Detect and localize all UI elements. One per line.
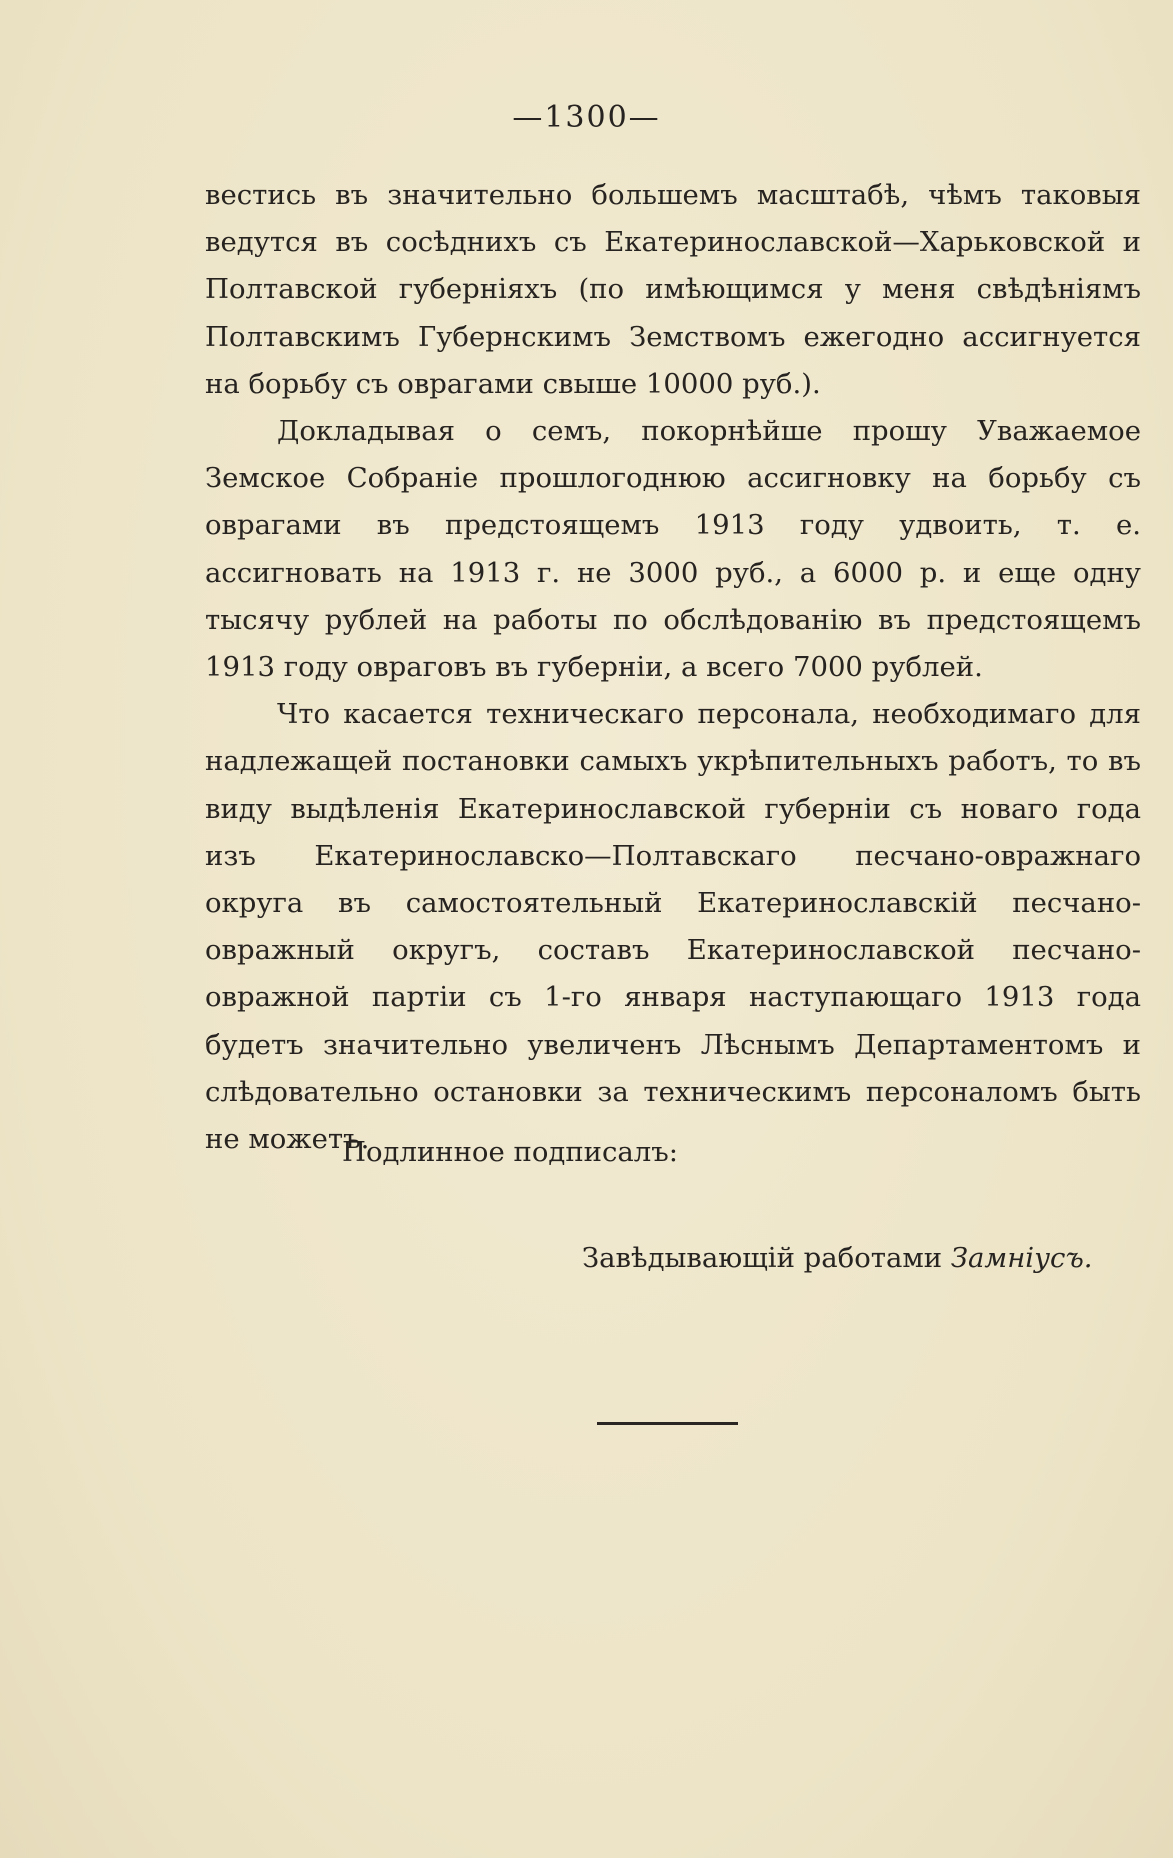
- closing-rule: [597, 1422, 738, 1425]
- signature-line: [582, 1242, 1093, 1274]
- signature-name: Замніусъ.: [950, 1242, 1093, 1274]
- signed-by-label: Подлинное подписалъ:: [342, 1136, 679, 1168]
- paragraph-continuation: вестись въ значительно большемъ масштабѣ, чѣмъ таковыя ведутся въ сосѣднихъ съ Екатеринославской—Харьковской и Полтавской губерніяхъ (по имѣющимся у меня свѣдѣніямъ Полтавскимъ Губернскимъ Земствомъ ежегодно ассигнуется на борьбу съ оврагами свыше 10000 руб.).: [205, 179, 1141, 400]
- paragraph-technical-staff: Что касается техническаго персонала, необходимаго для надлежащей постановки самыхъ укрѣпительныхъ работъ, то въ виду выдѣленія Екатеринославской губерніи съ новаго года изъ Екатеринославско—Полтавскаго песчано-овражнаго округа въ самостоятельный Екатеринославскій песчано-овражный округъ, составъ Екатеринославской песчано-овражной партіи съ 1-го января наступающаго 1913 года будетъ значительно увеличенъ Лѣснымъ Департаментомъ и слѣдовательно остановки за техническимъ персоналомъ быть не можетъ.: [205, 698, 1141, 1156]
- paragraph-request: Докладывая о семъ, покорнѣйше прошу Уважаемое Земское Собраніе прошлогоднюю ассигновку на борьбу съ оврагами въ предстоящемъ 1913 году удвоить, т. е. ассигновать на 1913 г. не 3000 руб., а 6000 р. и еще одну тысячу рублей на работы по обслѣдованію въ предстоящемъ 1913 году овраговъ въ губерніи, а всего 7000 рублей.: [205, 415, 1141, 684]
- signature-title: Завѣдывающій работами: [582, 1242, 943, 1274]
- page-number: —1300—: [512, 100, 661, 135]
- body-text: [205, 172, 1141, 1163]
